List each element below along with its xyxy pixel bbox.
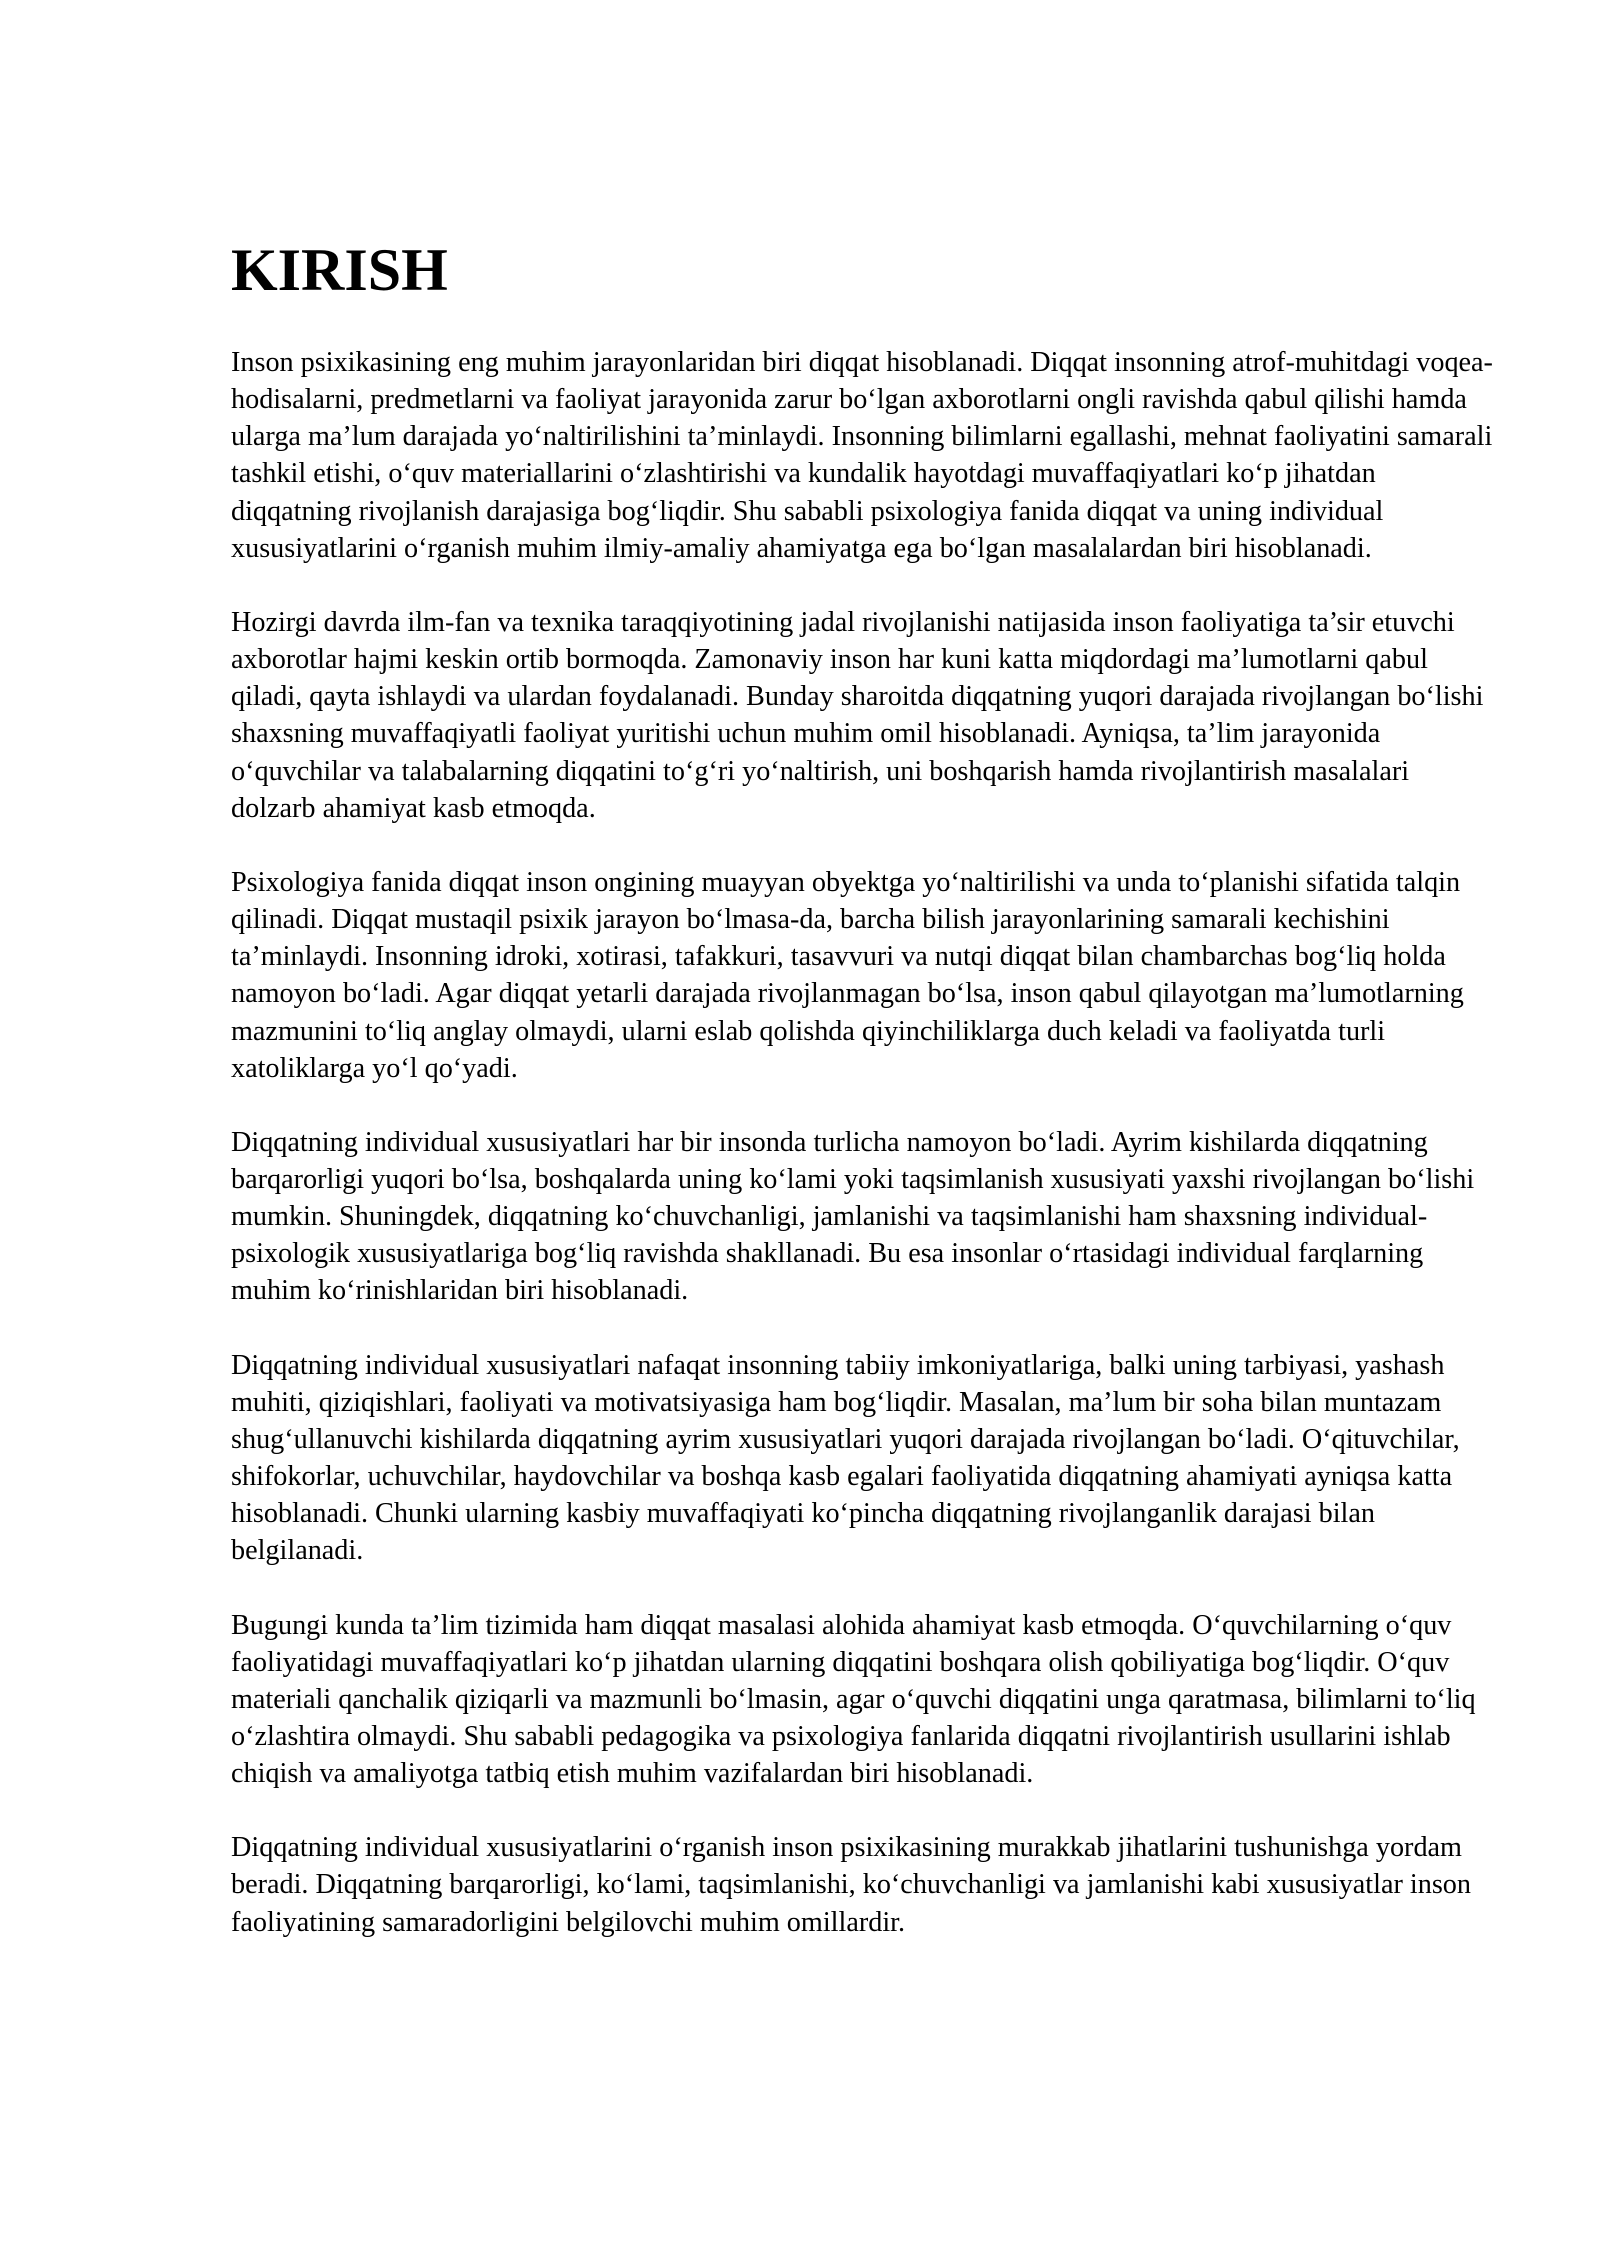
paragraph-7: Diqqatning individual xususiyatlarini o‘rganish inson psixikasining murakkab jihatlarini tushunishga yordam beradi. Diqqatning barqarorligi, ko‘lami, taqsimlanishi, ko‘chuvchanligi va jamlanishi kabi xususiyatlar inson faoliyatining samaradorligini belgilovchi muhim omillardir. (231, 1832, 1471, 1938)
paragraph-5: Diqqatning individual xususiyatlari nafaqat insonning tabiiy imkoniyatlariga, balki uning tarbiyasi, yashash muhiti, qiziqishlari, faoliyati va motivatsiyasiga ham bog‘liqdir. Masalan, ma’lum bir soha bilan muntazam shug‘ullanuvchi kishilarda diqqatning ayrim xususiyatlari yuqori darajada rivojlangan bo‘ladi. O‘qituvchilar, shifokorlar, uchuvchilar, haydovchilar va boshqa kasb egalari faoliyatida diqqatning ahamiyati ayniqsa katta hisoblanadi. Chunki ularning kasbiy muvaffaqiyati ko‘pincha diqqatning rivojlanganlik darajasi bilan belgilanadi. (231, 1349, 1460, 1567)
paragraph-4: Diqqatning individual xususiyatlari har bir insonda turlicha namoyon bo‘ladi. Ayrim kishilarda diqqatning barqarorligi yuqori bo‘lsa, boshqalarda uning ko‘lami yoki taqsimlanish xususiyati yaxshi rivojlangan bo‘lishi mumkin. Shuningdek, diqqatning ko‘chuvchanligi, jamlanishi va taqsimlanishi ham shaxsning individual-psixologik xususiyatlariga bog‘liq ravishda shakllanadi. Bu esa insonlar o‘rtasidagi individual farqlarning muhim ko‘rinishlaridan biri hisoblanadi. (231, 1126, 1475, 1307)
document-body (231, 225, 1499, 1941)
paragraph-1: Inson psixikasining eng muhim jarayonlaridan biri diqqat hisoblanadi. Diqqat insonning atrof-muhitdagi voqea-hodisalarni, predmetlarni va faoliyat jarayonida zarur bo‘lgan axborotlarni ongli ravishda qabul qilishi hamda ularga ma’lum darajada yo‘naltirilishini ta’minlaydi. Insonning bilimlarni egallashi, mehnat faoliyatini samarali tashkil etishi, o‘quv materiallarini o‘zlashtirishi va kundalik hayotdagi muvaffaqiyatlari ko‘p jihatdan diqqatning rivojlanish darajasiga bog‘liqdir. Shu sababli psixologiya fanida diqqat va uning individual xususiyatlarini o‘rganish muhim ilmiy-amaliy ahamiyatga ega bo‘lgan masalalardan biri hisoblanadi. (231, 347, 1493, 564)
paragraph-3: Psixologiya fanida diqqat inson ongining muayyan obyektga yo‘naltirilishi va unda to‘planishi sifatida talqin qilinadi. Diqqat mustaqil psixik jarayon bo‘lmasa-da, barcha bilish jarayonlarining samarali kechishini ta’minlaydi. Insonning idroki, xotirasi, tafakkuri, tasavvuri va nutqi diqqat bilan chambarchas bog‘liq holda namoyon bo‘ladi. Agar diqqat yetarli darajada rivojlanmagan bo‘lsa, inson qabul qilayotgan ma’lumotlarning mazmunini to‘liq anglay olmaydi, ularni eslab qolishda qiyinchiliklarga duch keladi va faoliyatda turli xatoliklarga yo‘l qo‘yadi. (231, 866, 1464, 1084)
document-title: KIRISH (231, 237, 448, 303)
paragraph-6: Bugungi kunda ta’lim tizimida ham diqqat masalasi alohida ahamiyat kasb etmoqda. O‘quvchilarning o‘quv faoliyatidagi muvaffaqiyatlari ko‘p jihatdan ularning diqqatini boshqara olish qobiliyatiga bog‘liqdir. O‘quv materiali qanchalik qiziqarli va mazmunli bo‘lmasin, agar o‘quvchi diqqatini unga qaratmasa, bilimlarni to‘liq o‘zlashtira olmaydi. Shu sababli pedagogika va psixologiya fanlarida diqqatni rivojlantirish usullarini ishlab chiqish va amaliyotga tatbiq etish muhim vazifalardan biri hisoblanadi. (231, 1609, 1476, 1790)
paragraph-2: Hozirgi davrda ilm-fan va texnika taraqqiyotining jadal rivojlanishi natijasida inson faoliyatiga ta’sir etuvchi axborotlar hajmi keskin ortib bormoqda. Zamonaviy inson har kuni katta miqdordagi ma’lumotlarni qabul qiladi, qayta ishlaydi va ulardan foydalanadi. Bunday sharoitda diqqatning yuqori darajada rivojlangan bo‘lishi shaxsning muvaffaqiyatli faoliyat yuritishi uchun muhim omil hisoblanadi. Ayniqsa, ta’lim jarayonida o‘quvchilar va talabalarning diqqatini to‘g‘ri yo‘naltirish, uni boshqarish hamda rivojlantirish masalalari dolzarb ahamiyat kasb etmoqda. (231, 606, 1484, 824)
